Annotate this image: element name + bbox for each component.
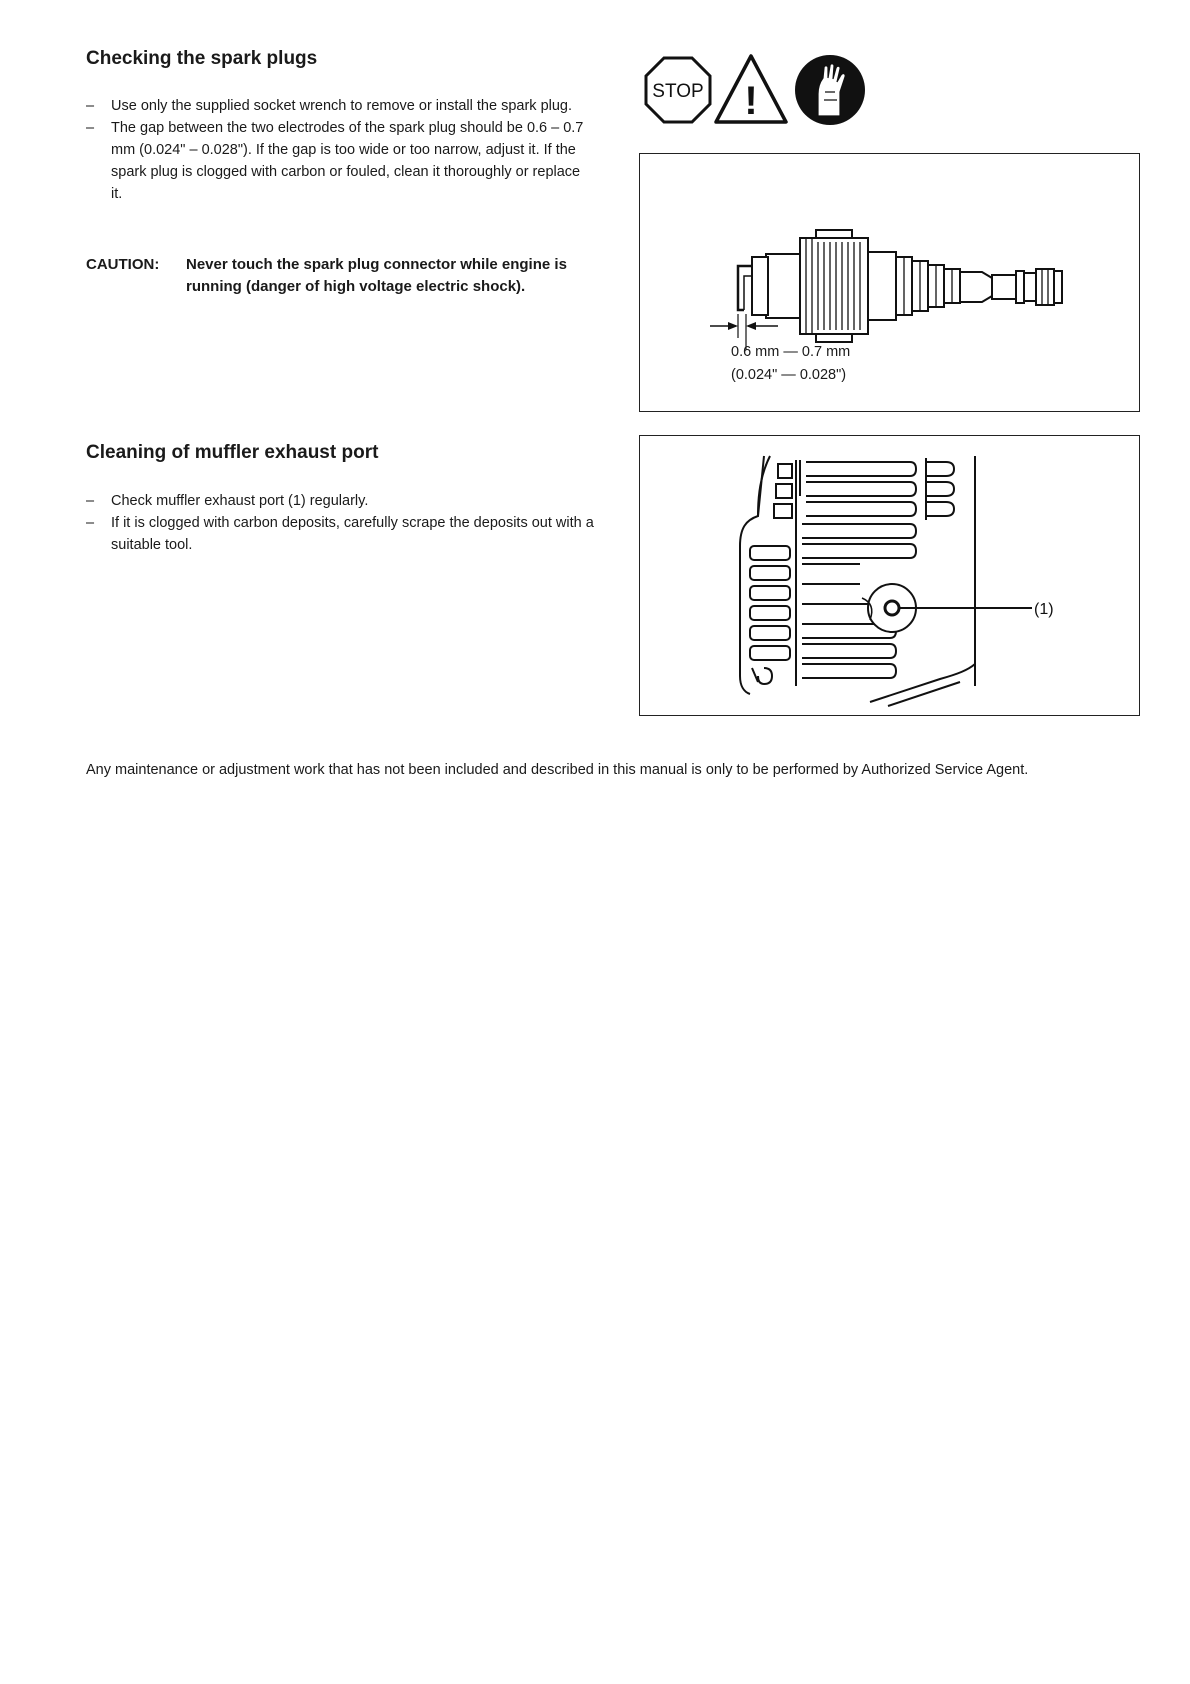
muffler-heading: Cleaning of muffler exhaust port	[86, 442, 379, 463]
muffler-diagram	[640, 436, 1139, 715]
gap-dimension-imperial: (0.024" — 0.028")	[731, 367, 847, 383]
list-item: – Use only the supplied socket wrench to remove or install the spark plug.	[86, 98, 573, 114]
bullet-text: The gap between the two electrodes of the spark plug should be 0.6 – 0.7 mm (0.024" – 0.028"). If the gap is too wide or too narrow, adjust it. If the spark plug is clogged with carbon or fouled, clean it thoroughly or replace it.	[111, 120, 584, 202]
list-item: – The gap between the two electrodes of the spark plug should be 0.6 – 0.7 mm (0.024" – 0.028"). If the gap is too wide or too narrow, adjust it. If the spark plug is clogged with carbon or fouled, clean it thoroughly or replace it.	[86, 120, 584, 202]
caution-text: Never touch the spark plug connector while engine is running (danger of high voltage electric shock).	[186, 256, 567, 295]
warning-mark: !	[744, 79, 758, 123]
muffler-figure	[639, 435, 1140, 716]
spark-plug-figure	[639, 153, 1140, 412]
muffler-instructions	[86, 490, 596, 556]
warning-triangle-icon	[716, 56, 786, 123]
spark-plugs-instructions	[86, 95, 586, 205]
list-item: – If it is clogged with carbon deposits, carefully scrape the deposits out with a suitable tool.	[86, 515, 594, 553]
bullet-text: If it is clogged with carbon deposits, carefully scrape the deposits out with a suitable tool.	[111, 515, 594, 553]
exhaust-port-callout: (1)	[1034, 601, 1054, 618]
spark-plug-diagram	[640, 154, 1139, 411]
bullet-text: Use only the supplied socket wrench to remove or install the spark plug.	[111, 98, 573, 114]
caution-label: CAUTION:	[86, 256, 160, 273]
bullet-text: Check muffler exhaust port (1) regularly.	[111, 493, 369, 509]
spark-plugs-heading: Checking the spark plugs	[86, 48, 318, 69]
gap-dimension-metric: 0.6 mm — 0.7 mm	[731, 344, 851, 360]
caution-note	[86, 254, 606, 304]
safety-icons	[640, 52, 870, 132]
gloves-icon	[795, 55, 865, 125]
maintenance-note: Any maintenance or adjustment work that has not been included and described in this manual is only to be performed by Authorized Service Agent.	[86, 762, 1029, 778]
stop-sign-icon	[646, 58, 710, 122]
stop-sign-text: STOP	[652, 81, 704, 102]
list-item: – Check muffler exhaust port (1) regularly.	[86, 493, 369, 509]
